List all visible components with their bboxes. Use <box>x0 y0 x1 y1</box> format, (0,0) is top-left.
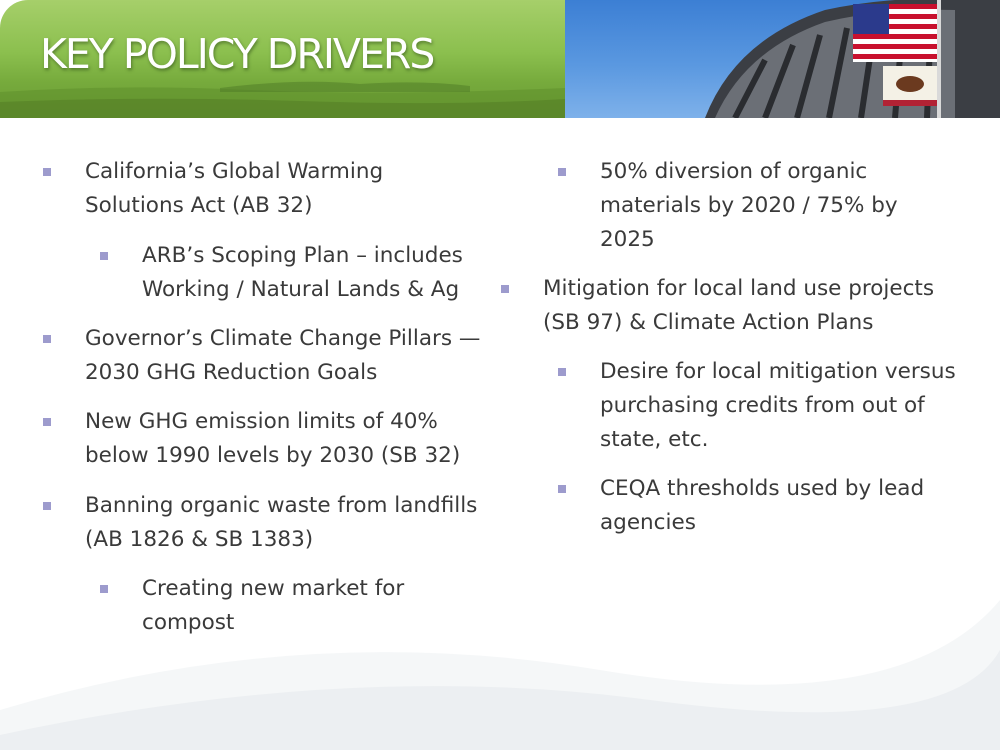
bullet-marker <box>501 285 509 293</box>
bullet-item <box>85 322 510 390</box>
bullet-marker <box>43 418 51 426</box>
bullet-marker <box>558 368 566 376</box>
background-swoosh <box>0 560 1000 750</box>
bullet-text: Desire for local mitigation versus purchasing credits from out of state, etc. <box>600 359 956 452</box>
bullet-item <box>85 489 510 557</box>
sub-bullet-item <box>600 155 940 257</box>
bullet-marker <box>43 502 51 510</box>
capitol-photo <box>565 0 1000 118</box>
bullet-text: Mitigation for local land use projects (SB 97) & Climate Action Plans <box>543 276 935 335</box>
bullet-text: California’s Global Warming Solutions Act (AB 32) <box>85 159 384 218</box>
bullet-text: Creating new market for compost <box>142 576 405 635</box>
bullet-marker <box>43 335 51 343</box>
slide-title: KEY POLICY DRIVERS <box>40 30 434 78</box>
bullet-text: 50% diversion of organic materials by 2020 / 75% by 2025 <box>600 159 898 252</box>
capitol-flags-illustration <box>565 0 1000 118</box>
bullet-text: Banning organic waste from landfills (AB 1826 & SB 1383) <box>85 493 478 552</box>
bullet-text: CEQA thresholds used by lead agencies <box>600 476 925 535</box>
sub-bullet-item <box>600 472 960 540</box>
sub-bullet-item <box>142 239 487 307</box>
bullet-item <box>543 272 973 340</box>
bullet-marker <box>558 168 566 176</box>
header-banner <box>0 0 1000 118</box>
bullet-item <box>85 405 485 473</box>
bullet-marker <box>43 168 51 176</box>
bullet-marker <box>100 252 108 260</box>
bullet-item <box>85 155 485 223</box>
sub-bullet-item <box>600 355 960 457</box>
bullet-text: ARB’s Scoping Plan – includes Working / Natural Lands & Ag <box>142 243 463 302</box>
bullet-marker <box>558 485 566 493</box>
bullet-text: New GHG emission limits of 40% below 1990 levels by 2030 (SB 32) <box>85 409 461 468</box>
bullet-text: Governor’s Climate Change Pillars — 2030 GHG Reduction Goals <box>85 326 481 385</box>
